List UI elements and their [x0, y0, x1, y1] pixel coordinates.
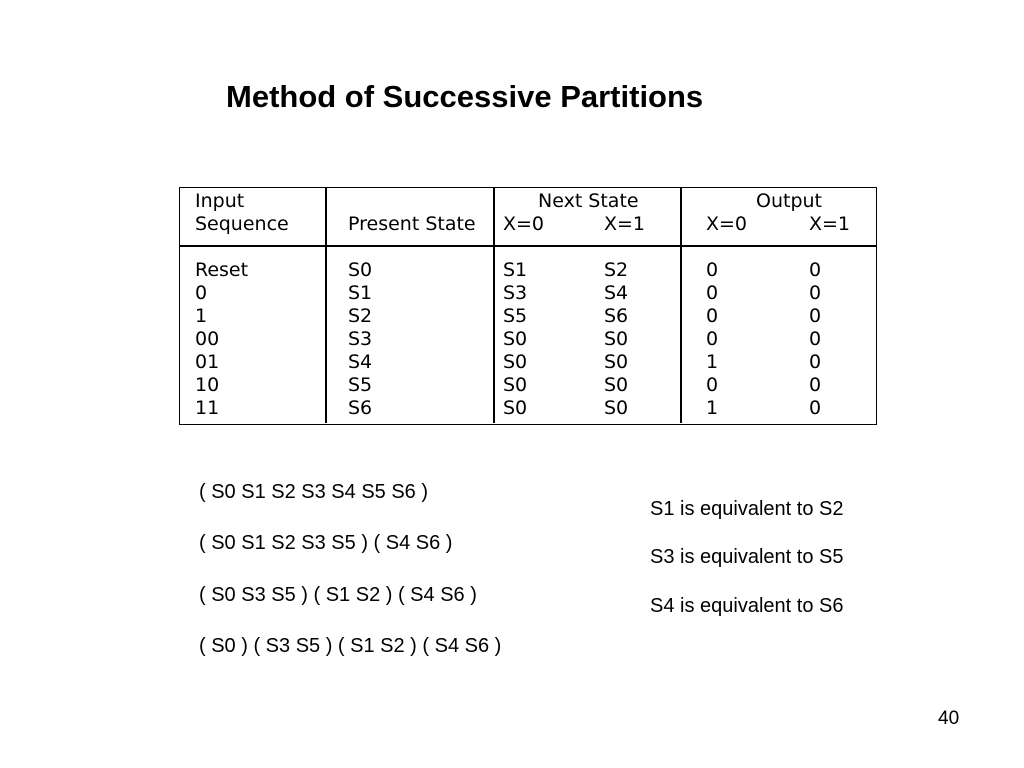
row-out-x0: 0	[706, 305, 719, 327]
table-divider-input	[325, 188, 327, 423]
row-input: 11	[195, 397, 220, 419]
row-next-x1: S2	[604, 259, 629, 281]
header-out-x1: X=1	[809, 213, 851, 235]
row-state: S2	[348, 305, 373, 327]
row-out-x0: 0	[706, 259, 719, 281]
row-input: 1	[195, 305, 208, 327]
header-input: Input	[195, 190, 245, 212]
row-input: Reset	[195, 259, 249, 281]
partition-line-1: ( S0 S1 S2 S3 S4 S5 S6 )	[199, 481, 429, 503]
row-next-x0: S0	[503, 374, 528, 396]
table-header-rule	[180, 245, 876, 247]
row-input: 0	[195, 282, 208, 304]
row-state: S3	[348, 328, 373, 350]
row-input: 00	[195, 328, 220, 350]
row-state: S0	[348, 259, 373, 281]
equivalence-line-3: S4 is equivalent to S6	[650, 595, 844, 617]
header-next-state: Next State	[538, 190, 639, 212]
row-next-x1: S6	[604, 305, 629, 327]
partition-line-3: ( S0 S3 S5 ) ( S1 S2 ) ( S4 S6 )	[199, 584, 477, 606]
partition-line-2: ( S0 S1 S2 S3 S5 ) ( S4 S6 )	[199, 532, 453, 554]
row-out-x1: 0	[809, 374, 822, 396]
row-out-x0: 1	[706, 397, 719, 419]
row-next-x1: S0	[604, 374, 629, 396]
row-next-x0: S5	[503, 305, 528, 327]
row-next-x0: S0	[503, 351, 528, 373]
slide-title: Method of Successive Partitions	[226, 79, 704, 114]
row-input: 10	[195, 374, 220, 396]
row-next-x0: S1	[503, 259, 528, 281]
row-state: S6	[348, 397, 373, 419]
row-state: S5	[348, 374, 373, 396]
table-divider-present	[493, 188, 495, 423]
row-next-x0: S3	[503, 282, 528, 304]
header-out-x0: X=0	[706, 213, 748, 235]
row-out-x1: 0	[809, 351, 822, 373]
row-input: 01	[195, 351, 220, 373]
row-next-x1: S0	[604, 351, 629, 373]
header-output: Output	[756, 190, 822, 212]
header-next-x1: X=1	[604, 213, 646, 235]
row-out-x1: 0	[809, 259, 822, 281]
header-present-state: Present State	[348, 213, 476, 235]
header-sequence: Sequence	[195, 213, 289, 235]
row-out-x1: 0	[809, 282, 822, 304]
equivalence-line-2: S3 is equivalent to S5	[650, 546, 844, 568]
table-divider-next	[680, 188, 682, 423]
row-out-x1: 0	[809, 397, 822, 419]
row-out-x0: 0	[706, 328, 719, 350]
row-out-x0: 0	[706, 374, 719, 396]
row-next-x0: S0	[503, 328, 528, 350]
row-out-x0: 1	[706, 351, 719, 373]
page-number: 40	[938, 708, 960, 729]
row-next-x0: S0	[503, 397, 528, 419]
row-state: S1	[348, 282, 373, 304]
row-out-x1: 0	[809, 305, 822, 327]
row-next-x1: S0	[604, 397, 629, 419]
equivalence-line-1: S1 is equivalent to S2	[650, 498, 844, 520]
partition-line-4: ( S0 ) ( S3 S5 ) ( S1 S2 ) ( S4 S6 )	[199, 635, 502, 657]
row-next-x1: S0	[604, 328, 629, 350]
row-out-x1: 0	[809, 328, 822, 350]
row-next-x1: S4	[604, 282, 629, 304]
row-state: S4	[348, 351, 373, 373]
row-out-x0: 0	[706, 282, 719, 304]
header-next-x0: X=0	[503, 213, 545, 235]
